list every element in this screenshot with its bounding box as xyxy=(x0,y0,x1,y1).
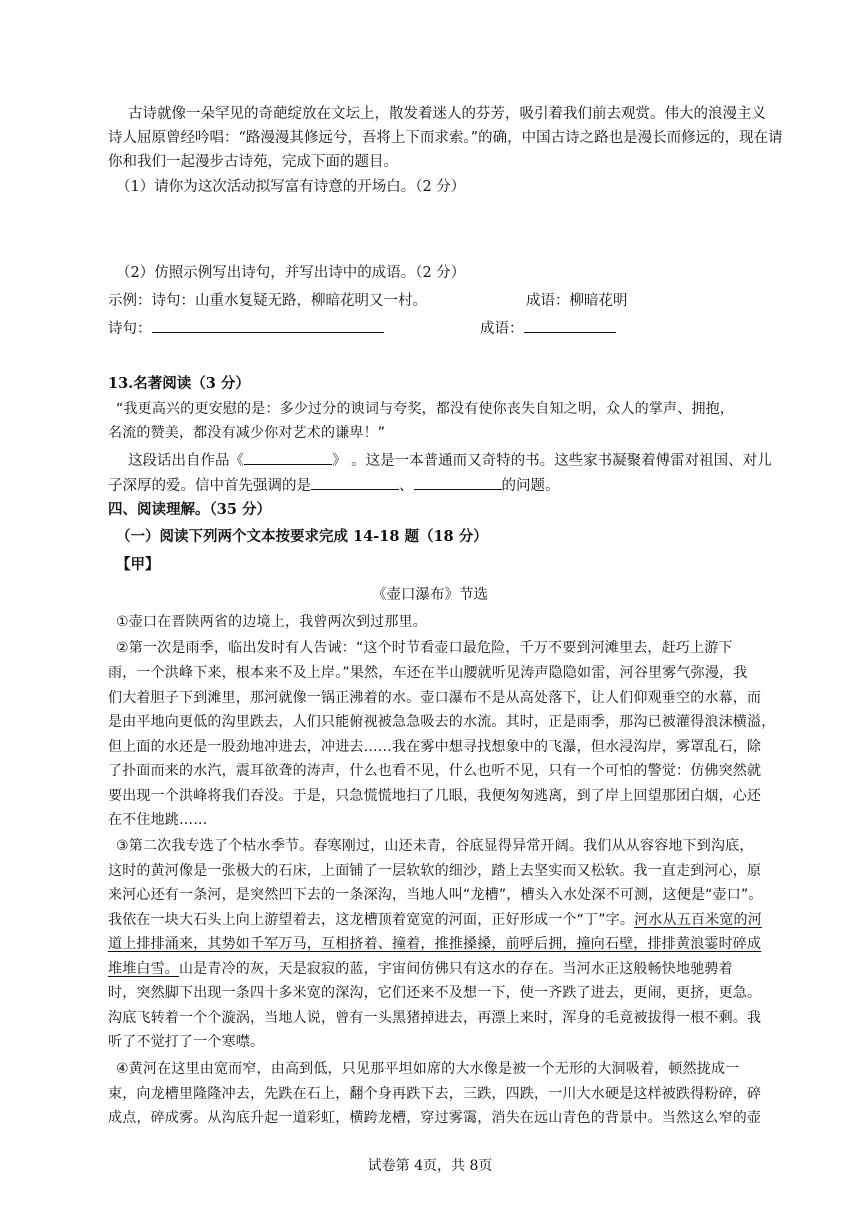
intro-line-1: 古诗就像一朵罕见的奇葩绽放在文坛上，散发着迷人的芬芳，吸引着我们前去观赏。伟大的浪漫主义 xyxy=(128,106,766,122)
book-title-blank[interactable] xyxy=(244,450,332,465)
paragraph-3-text: 我依在一块大石头上向上游望着去，这龙槽顶着宽宽的河面，正好形成一个“丁”字。 xyxy=(108,912,635,928)
emphasis-blank-1[interactable] xyxy=(311,475,399,490)
paragraph-4-line: ④黄河在这里由宽而窄，由高到低，只见那平坦如席的大水像是被一个无形的大洞吸着，顿然拢成一 xyxy=(116,1061,740,1077)
question-2: （2）仿照示例写出诗句，并写出诗中的成语。（2 分） xyxy=(116,265,466,281)
q13-text-2b: 、 xyxy=(399,478,414,494)
paragraph-2-line: ②第一次是雨季，临出发时有人告诫：“这个时节看壶口最危险，千万不要到河滩里去，赶巧上游下 xyxy=(116,640,733,656)
q13-quote-line-1: “我更高兴的更安慰的是：多少过分的谀词与夸奖，都没有使你丧失自知之明，众人的掌声、拥抱， xyxy=(116,401,735,417)
q13-text-line-1 xyxy=(128,450,772,470)
poem-answer-row xyxy=(108,318,384,338)
example-poem: 示例：诗句：山重水复疑无路，柳暗花明又一村。 xyxy=(108,293,427,309)
paragraph-4-line: 束，向龙槽里隆隆冲去，先跌在石上，翻个身再跌下去，三跌，四跌，一川大水硬是这样被跌得粉碎，碎 xyxy=(108,1086,762,1102)
paragraph-3-line: 听了不觉打了一个寒噤。 xyxy=(108,1034,265,1050)
paragraph-3-line: 这时的黄河像是一张极大的石床，上面铺了一层软软的细沙，踏上去坚实而又松软。我一直走到河心，原 xyxy=(108,863,762,879)
paragraph-3-line xyxy=(108,960,733,978)
idiom-answer-row xyxy=(480,318,616,338)
paragraph-2-line: 们大着胆子下到滩里，那河就像一锅正沸着的水。壶口瀑布不是从高处落下，让人们仰观垂空的水幕，而 xyxy=(108,690,762,706)
q13-text-line-2 xyxy=(108,475,560,495)
q13-text-1a: 这段话出自作品《 xyxy=(128,453,244,469)
paragraph-3-line xyxy=(108,911,762,929)
intro-line-3: 你和我们一起漫步古诗苑，完成下面的题目。 xyxy=(108,154,398,170)
paragraph-2-line: 在不住地跳…… xyxy=(108,812,208,828)
underlined-sentence: 道上排排涌来，其势如千军万马，互相挤着、撞着，推推搡搡，前呼后拥，撞向石壁，排排黄浪霎时碎成 xyxy=(108,936,762,952)
paragraph-2-line: 是由平地向更低的沟里跌去，人们只能俯视被急急吸去的水流。其时，正是雨季，那沟已被灌得浪沫横溢， xyxy=(108,714,776,730)
paragraph-3-text: 山是青冷的灰，天是寂寂的蓝，宇宙间仿佛只有这水的存在。当河水正这般畅快地驰骋着 xyxy=(179,961,733,977)
idiom-answer-blank[interactable] xyxy=(524,318,616,333)
emphasis-blank-2[interactable] xyxy=(414,475,502,490)
paragraph-2-line: 雨，一个洪峰下来，根本来不及上岸。”果然，车还在半山腰就听见涛声隐隐如雷，河谷里雾气弥漫，我 xyxy=(108,665,748,681)
page-footer: 试卷第 4页，共 8页 xyxy=(367,1158,493,1174)
underlined-sentence: 河水从五百米宽的河 xyxy=(634,912,762,928)
paragraph-2-line: 但上面的水还是一股劲地冲进去，冲进去……我在雾中想寻找想象中的飞瀑，但水浸沟岸，雾罩乱石，除 xyxy=(108,739,762,755)
paragraph-1: ①壶口在晋陕两省的边境上，我曾两次到过那里。 xyxy=(116,614,427,630)
subsection-1-heading: （一）阅读下列两个文本按要求完成 14-18 题（18 分） xyxy=(116,528,488,545)
article-title: 《壶口瀑布》节选 xyxy=(372,587,488,603)
q13-title: 13.名著阅读（3 分） xyxy=(108,375,250,392)
poem-label: 诗句： xyxy=(108,321,152,337)
q13-text-2c: 的问题。 xyxy=(501,478,560,494)
q13-text-1b: 》 。这是一本普通而又奇特的书。这些家书凝聚着傅雷对祖国、对儿 xyxy=(332,453,772,469)
idiom-label: 成语： xyxy=(480,321,524,337)
underlined-sentence: 堆堆白雪。 xyxy=(108,961,179,977)
intro-line-2: 诗人屈原曾经吟唱：“路漫漫其修远兮，吾将上下而求索。”的确，中国古诗之路也是漫长而修远的，现在请 xyxy=(108,130,783,146)
paragraph-3-line: 时，突然脚下出现一条四十多米宽的深沟，它们还来不及想一下，使一齐跌了进去，更闹，更挤，更急。 xyxy=(108,985,762,1001)
text-jia-label: 【甲】 xyxy=(116,556,160,573)
paragraph-3-line: 来河心还有一条河，是突然凹下去的一条深沟，当地人叫“龙槽”，槽头入水处深不可测，这便是“壶口”。 xyxy=(108,887,763,903)
paragraph-2-line: 了扑面而来的水汽，震耳欲聋的涛声，什么也看不见，什么也听不见，只有一个可怕的警觉：仿佛突然就 xyxy=(108,763,762,779)
paragraph-3-line: ③第二次我专选了个枯水季节。春寒刚过，山还未青，谷底显得异常开阔。我们从从容容地下到沟底， xyxy=(116,838,754,854)
section-4-heading: 四、阅读理解。（35 分） xyxy=(108,501,271,518)
q13-quote-line-2: 名流的赞美，都没有减少你对艺术的谦卑！” xyxy=(108,425,386,441)
q13-text-2a: 子深厚的爱。信中首先强调的是 xyxy=(108,478,311,494)
example-idiom: 成语：柳暗花明 xyxy=(526,293,628,309)
paragraph-4-line: 成点，碎成雾。从沟底升起一道彩虹，横跨龙槽，穿过雾霭，消失在远山青色的背景中。当然这么窄的壶 xyxy=(108,1110,762,1126)
poem-answer-blank[interactable] xyxy=(152,318,384,333)
question-1: （1）请你为这次活动拟写富有诗意的开场白。（2 分） xyxy=(116,179,466,195)
paragraph-3-line: 沟底飞转着一个个漩涡，当地人说，曾有一头黑猪掉进去，再漂上来时，浑身的毛竟被拔得一根不剩。我 xyxy=(108,1010,762,1026)
paragraph-2-line: 要出现一个洪峰将我们吞没。于是，只急慌慌地扫了几眼，我便匆匆逃离，到了岸上回望那团白烟，心还 xyxy=(108,788,762,804)
